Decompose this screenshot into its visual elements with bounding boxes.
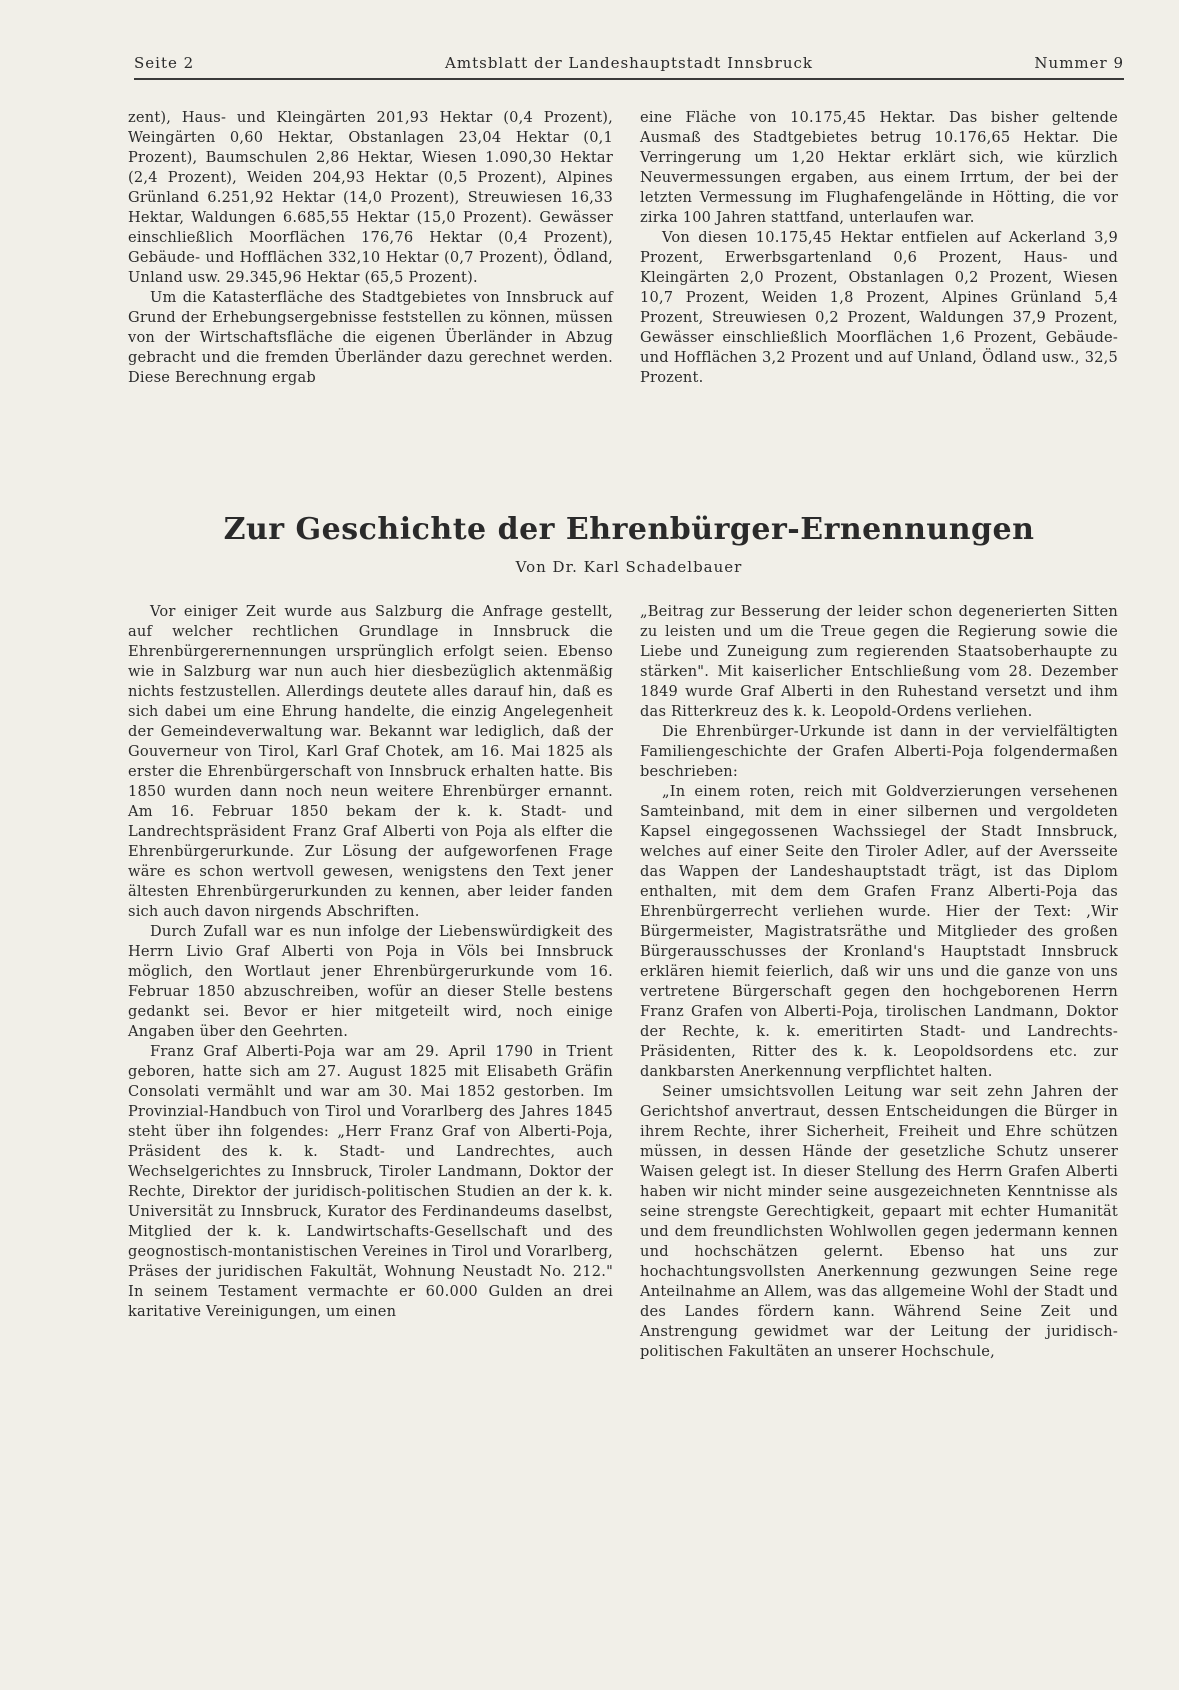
paragraph: Durch Zufall war es nun infolge der Liebenswürdigkeit des Herrn Livio Graf Alberti von Poja in Völs bei Innsbruck möglich, den Wortlaut jener Ehrenbürgerurkunde vom 16. Februar 1850 abzuschreiben, wofür an dieser Stelle bestens gedankt sei. Bevor er hier mitgeteilt wird, noch einige Angaben über den Geehrten.	[128, 923, 613, 1040]
page-header	[134, 52, 1124, 74]
paragraph: Die Ehrenbürger-Urkunde ist dann in der vervielfältigten Familiengeschichte der Grafen Alberti-Poja folgendermaßen beschrieben:	[640, 723, 1118, 780]
paragraph: Vor einiger Zeit wurde aus Salzburg die Anfrage gestellt, auf welcher rechtlichen Grundlage in Innsbruck die Ehrenbürgerernennungen ursprünglich erfolgt seien. Ebenso wie in Salzburg war nun auch hier diesbezüglich aktenmäßig nichts festzustellen. Allerdings deutete alles darauf hin, daß es sich dabei um eine Ehrung handelte, die einzig Angelegenheit der Gemeindeverwaltung war. Bekannt war lediglich, daß der Gouverneur von Tirol, Karl Graf Chotek, am 16. Mai 1825 als erster die Ehrenbürgerschaft von Innsbruck erhalten hatte. Bis 1850 wurden dann noch neun weitere Ehrenbürger ernannt. Am 16. Februar 1850 bekam der k. k. Stadt- und Landrechtspräsident Franz Graf Alberti von Poja als elfter die Ehrenbürgerurkunde. Zur Lösung der aufgeworfenen Frage wäre es schon wertvoll gewesen, wenigstens den Text jener ältesten Ehrenbürgerurkunden zu kennen, aber leider fanden sich auch davon nirgends Abschriften.	[128, 603, 613, 920]
issue-number: Nummer 9	[1034, 54, 1124, 72]
paragraph: „Beitrag zur Besserung der leider schon degenerierten Sitten zu leisten und um die Treue gegen die Regierung sowie die Liebe und Zuneigung zum regierenden Staatsoberhaupte zu stärken". Mit kaiserlicher Entschließung vom 28. Dezember 1849 wurde Graf Alberti in den Ruhestand versetzt und ihm das Ritterkreuz des k. k. Leopold-Ordens verliehen.	[640, 603, 1118, 720]
paragraph: eine Fläche von 10.175,45 Hektar. Das bisher geltende Ausmaß des Stadtgebietes betrug 10.176,65 Hektar. Die Verringerung um 1,20 Hektar erklärt sich, wie kürzlich Neuvermessungen ergaben, aus einem Irrtum, der bei der letzten Vermessung im Flughafengelände in Hötting, die vor zirka 100 Jahren stattfand, unterlaufen war.	[640, 109, 1118, 226]
article-title: Zur Geschichte der Ehrenbürger-Ernennungen	[223, 512, 1035, 547]
page-number: Seite 2	[134, 54, 195, 72]
article-byline: Von Dr. Karl Schadelbauer	[515, 558, 743, 576]
paragraph: Seiner umsichtsvollen Leitung war seit zehn Jahren der Gerichtshof anvertraut, dessen Entscheidungen die Bürger in ihrem Rechte, ihrer Sicherheit, Freiheit und Ehre schützen müssen, in dessen Hände der gesetzliche Schutz unserer Waisen gelegt ist. In dieser Stellung des Herrn Grafen Alberti haben wir nicht minder seine ausgezeichneten Kenntnisse als seine strengste Gerechtigkeit, gepaart mit echter Humanität und dem freundlichsten Wohlwollen gegen jedermann kennen und hochschätzen gelernt. Ebenso hat uns zur hochachtungsvollsten Anerkennung gezwungen Seine rege Anteilnahme an Allem, was das allgemeine Wohl der Stadt und des Landes fördern kann. Während Seine Zeit und Anstrengung gewidmet war der Leitung der juridisch-politischen Fakultäten an unserer Hochschule,	[640, 1083, 1118, 1360]
paragraph: Um die Katasterfläche des Stadtgebietes von Innsbruck auf Grund der Erhebungsergebnisse feststellen zu können, müssen von der Wirtschaftsfläche die eigenen Überländer in Abzug gebracht und die fremden Überländer dazu gerechnet werden. Diese Berechnung ergab	[128, 289, 613, 386]
paragraph: Franz Graf Alberti-Poja war am 29. April 1790 in Trient geboren, hatte sich am 27. August 1825 mit Elisabeth Gräfin Consolati vermählt und war am 30. Mai 1852 gestorben. Im Provinzial-Handbuch von Tirol und Vorarlberg des Jahres 1845 steht über ihn folgendes: „Herr Franz Graf von Alberti-Poja, Präsident des k. k. Stadt- und Landrechtes, auch Wechselgerichtes zu Innsbruck, Tiroler Landmann, Doktor der Rechte, Direktor der juridisch-politischen Studien an der k. k. Universität zu Innsbruck, Kurator des Ferdinandeums daselbst, Mitglied der k. k. Landwirtschafts-Gesellschaft und des geognostisch-montanistischen Vereines in Tirol und Vorarlberg, Präses der juridischen Fakultät, Wohnung Neustadt No. 212." In seinem Testament vermachte er 60.000 Gulden an drei karitative Vereinigungen, um einen	[128, 1043, 613, 1320]
article-column-left	[128, 602, 613, 1322]
paragraph: „In einem roten, reich mit Goldverzierungen versehenen Samteinband, mit dem in einer silbernen und vergoldeten Kapsel eingegossenen Wachssiegel der Stadt Innsbruck, welches auf einer Seite den Tiroler Adler, auf der Aversseite das Wappen der Landeshauptstadt trägt, ist das Diplom enthalten, mit dem dem Grafen Franz Alberti-Poja das Ehrenbürgerrecht verliehen wurde. Hier der Text: ‚Wir Bürgermeister, Magistratsräthe und Mitglieder des großen Bürgerausschusses der Kronland's Hauptstadt Innsbruck erklären hiemit feierlich, daß wir uns und die ganze von uns vertretene Bürgerschaft gegen den hochgeborenen Herrn Franz Grafen von Alberti-Poja, tirolischen Landmann, Doktor der Rechte, k. k. emeritirten Stadt- und Landrechts-Präsidenten, Ritter des k. k. Leopoldsordens etc. zur dankbarsten Anerkennung verpflichtet halten.	[640, 783, 1118, 1080]
top-column-right	[640, 108, 1118, 388]
header-rule	[134, 78, 1124, 80]
publication-title: Amtsblatt der Landeshauptstadt Innsbruck	[445, 54, 813, 72]
article-column-right	[640, 602, 1118, 1362]
paragraph: zent), Haus- und Kleingärten 201,93 Hektar (0,4 Prozent), Weingärten 0,60 Hektar, Obstanlagen 23,04 Hektar (0,1 Prozent), Baumschulen 2,86 Hektar, Wiesen 1.090,30 Hektar (2,4 Prozent), Weiden 204,93 Hektar (0,5 Prozent), Alpines Grünland 6.251,92 Hektar (14,0 Prozent), Streuwiesen 16,33 Hektar, Waldungen 6.685,55 Hektar (15,0 Prozent). Gewässer einschließlich Moorflächen 176,76 Hektar (0,4 Prozent), Gebäude- und Hofflächen 332,10 Hektar (0,7 Prozent), Ödland, Unland usw. 29.345,96 Hektar (65,5 Prozent).	[128, 109, 613, 286]
top-column-left	[128, 108, 613, 388]
paragraph: Von diesen 10.175,45 Hektar entfielen auf Ackerland 3,9 Prozent, Erwerbsgartenland 0,6 Prozent, Haus- und Kleingärten 2,0 Prozent, Obstanlagen 0,2 Prozent, Wiesen 10,7 Prozent, Weiden 1,8 Prozent, Alpines Grünland 5,4 Prozent, Streuwiesen 0,2 Prozent, Waldungen 37,9 Prozent, Gewässer einschließlich Moorflächen 1,6 Prozent, Gebäude- und Hofflächen 3,2 Prozent und auf Unland, Ödland usw., 32,5 Prozent.	[640, 229, 1118, 386]
